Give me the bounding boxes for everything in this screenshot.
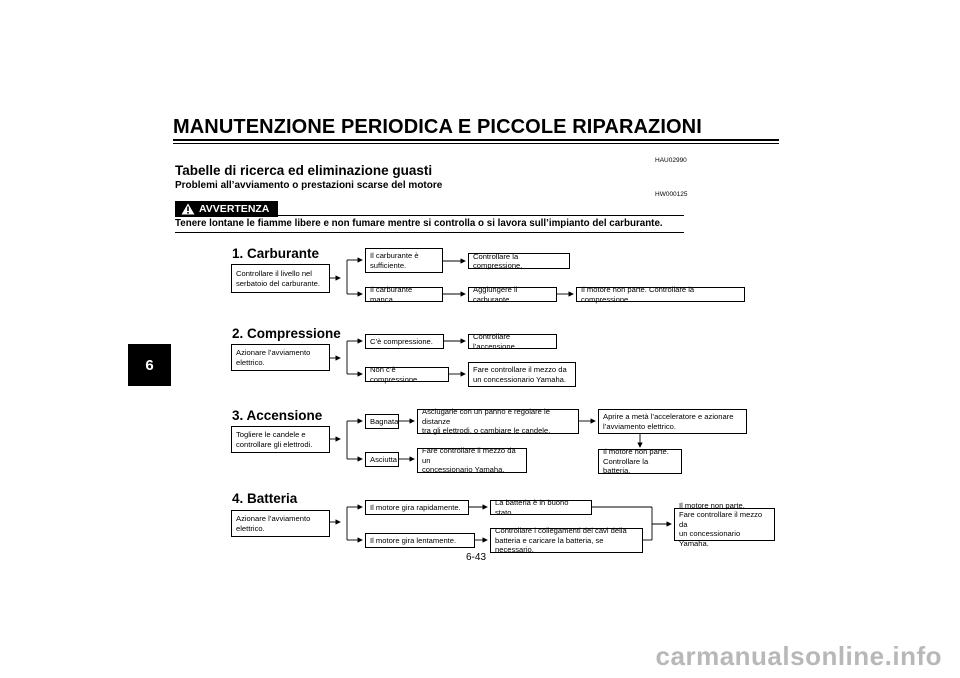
fuel-ok-box	[365, 248, 443, 273]
ignition-wet-fail-box	[598, 449, 682, 474]
box-text: Il motore non parte.	[603, 447, 669, 457]
box-text: Il motore non parte.	[679, 500, 745, 510]
battery-final-box	[674, 500, 775, 548]
ignition-wet-next-box	[417, 409, 579, 434]
ignition-start-box	[231, 426, 330, 453]
compression-bad-next-box	[468, 362, 576, 387]
box-text: serbatoio del carburante.	[236, 278, 321, 288]
box-text: Controllare il livello nel	[236, 269, 312, 278]
ignition-dry-next-box	[417, 448, 527, 473]
section-title-accensione: 3. Accensione	[232, 408, 323, 423]
box-text: Bagnata	[370, 416, 399, 426]
watermark: carmanualsonline.info	[655, 641, 942, 671]
box-text: Il motore gira rapidamente.	[370, 502, 461, 512]
ignition-dry-box	[365, 452, 399, 467]
battery-slow-box	[365, 533, 475, 548]
box-text: un concessionario Yamaha.	[473, 374, 567, 384]
battery-fast-box	[365, 500, 469, 515]
box-text: Asciugarle con un panno e regolare le distanze	[422, 407, 550, 426]
fuel-bad-final-box	[576, 287, 745, 302]
section-heading: Tabelle di ricerca ed eliminazione guasti	[175, 163, 433, 178]
page-number: 6-43	[466, 552, 487, 563]
box-text: elettrico.	[236, 357, 265, 367]
warning-label: AVVERTENZA	[199, 203, 270, 215]
box-text: Il carburante è	[370, 251, 419, 260]
box-text: La batteria è in buono stato.	[495, 498, 569, 517]
box-text: Fare controllare il mezzo da un	[422, 446, 516, 465]
warning-text: Tenere lontane le fiamme libere e non fumare mentre si controlla o si lavora sull’impianto del carburante.	[175, 218, 663, 229]
box-text: batteria e caricare la batteria, se necessario.	[495, 535, 604, 555]
fuel-bad-next-box	[468, 287, 557, 302]
box-text: Azionare l’avviamento	[236, 348, 311, 357]
fuel-bad-box	[365, 287, 443, 302]
box-text: Asciutta	[370, 454, 398, 464]
battery-start-box	[231, 510, 330, 537]
ignition-wet-box	[365, 414, 399, 429]
section-title-batteria: 4. Batteria	[232, 491, 298, 506]
section-title-carburante: 1. Carburante	[232, 246, 320, 261]
box-text: Controllare i collegamenti dei cavi della	[495, 526, 627, 536]
box-text: un concessionario Yamaha.	[679, 529, 741, 548]
battery-fast-next-box	[490, 500, 592, 515]
box-text: Non c’è compressione.	[370, 365, 420, 384]
section-title-compressione: 2. Compressione	[232, 326, 341, 341]
chapter-tab: 6	[128, 344, 171, 386]
box-text: Controllare la batteria.	[603, 456, 649, 476]
box-text: tra gli elettrodi, o cambiare le candele.	[422, 426, 551, 436]
box-text: Togliere le candele e	[236, 430, 306, 439]
ignition-wet-final-box	[598, 409, 747, 434]
box-text: Fare controllare il mezzo da	[679, 510, 763, 529]
section-code: HAU02990	[655, 157, 687, 164]
box-text: Azionare l’avviamento	[236, 514, 311, 523]
box-text: Aprire a metà l’acceleratore e azionare	[603, 412, 734, 421]
box-text: Aggiungere il carburante.	[473, 285, 518, 304]
box-text: l’avviamento elettrico.	[603, 421, 677, 431]
fuel-ok-next-box	[468, 253, 570, 269]
box-text: sufficiente.	[370, 260, 407, 270]
box-text: Fare controllare il mezzo da	[473, 365, 567, 374]
battery-slow-next-box	[490, 528, 643, 553]
warning-code: HW000125	[655, 191, 688, 198]
compression-bad-box	[365, 367, 449, 382]
box-text: Controllare la compressione.	[473, 251, 523, 270]
compression-ok-next-box	[468, 334, 557, 349]
page-title: MANUTENZIONE PERIODICA E PICCOLE RIPARAZIONI	[173, 116, 702, 138]
section-subheading: Problemi all’avviamento o prestazioni scarse del motore	[175, 180, 443, 191]
compression-start-box	[231, 344, 330, 371]
box-text: Il motore non parte. Controllare la compressione.	[581, 285, 695, 304]
box-text: controllare gli elettrodi.	[236, 439, 313, 449]
box-text: Il motore gira lentamente.	[370, 535, 457, 545]
box-text: C’è compressione.	[370, 336, 433, 346]
box-text: concessionario Yamaha.	[422, 465, 505, 475]
box-text: Controllare l’accensione.	[473, 332, 517, 351]
box-text: elettrico.	[236, 523, 265, 533]
compression-ok-box	[365, 334, 444, 349]
fuel-start-box	[231, 264, 330, 293]
box-text: Il carburante manca.	[370, 285, 413, 304]
